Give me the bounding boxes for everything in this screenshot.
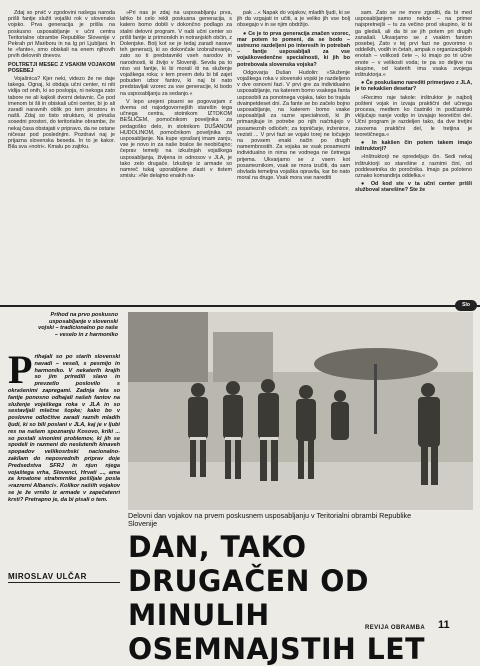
paragraph: V lepo urejeni pisarni se pogovarjam z dvema od najodgovornejših starešin tega učnega centra, stotnikom IZTOKOM BEŠLIČEM, pomočnikom poveljnika za pedagoško delo, in stotnikom DUŠANOM HUDOLINOM, pomočnikom poveljnika za usposabljanje. Na kupe vprašanj imam zanju, vse je novo in za naše bralce še neobičajno; čeprav temelji na izkušnjah vojaškega usposabljanja, živijena in odnosov v JLA, je tako zelo drugače. Izkušnje iz armade so namreč tukaj uporabljene zlasti v tistem smislu: »Ne delajmo enakih na- [120, 98, 232, 180]
interview-question: ● Ce je to prva generacija značen vzorec, mar potem to pomeni, da se bodo – ustrezno razdeljeni po interesih in potrebah – fantje usposabljali za vse vojaškovedenčne specialnosti, ki jih bo potrebovala slovenska vojska? [237, 30, 350, 68]
page-number: 11 [438, 619, 450, 631]
photo-caption: Delovni dan vojakov na prvem poskusnem usposabljanju v Teritorialni obrambi Republike Slovenije [128, 511, 412, 529]
paragraph: Vojašnica? Kjer neki, videzo že ne daje takega. Ognaj, ki obdaja učni center, ni niti vidija od onih, ki so poslopja, ni nekoga zato tabore ne ali kajkoli dvorni delavnic. Če pod imenom bi šli in obiskali učni center, bi jo ali zaradi naravnih oblik po tem prostoru in našli. Zdaj so tisto strukturo, ki prinaša sosedni prostori, do teritorialne obrambe, že nekaj časa obstajati v pripravo, da ne ostane ničesar pod poslednjim. Pozdravi naj je prijazna slovenska beseda. In to je kakor. Bila sva »notri«. Kmalu po zajtrku. [8, 76, 115, 151]
section-heading: POLTRETJI MESEC Z VSAKIM VOJAKOM POSEBEJ [8, 61, 115, 74]
paragraph: »Pri nas je zdaj na usposabljanju prva, lahko bi celo rekli poskusna generacija, s katero bomo dobili v dokončno podlago za stalni delovni program. V naši učni center so prišli fantje iz primorskih in notranjskih občin, z Dolenjske. Bolj kot se je tedaj zaradi narave teh generacij, ki so dokončale izobraževanje, zato so ti predstavniki vseh narodov in narodnosti, ki živijo v Sloveniji. Sevda pa to niso vsi fantje, ki bi morali iti na služenje vojaškega roka; v tem prvem delu bi bil zajet pobuden izbor fantov, ki naj bi nato predstavljali vzorec za vse generacije, ki bodo na usposabljanju za sedanjo.« [120, 10, 232, 97]
paragraph: Zdaj so prvič v zgodovini našega naroda prišli fantje služit vojaški rok v slovensko vojsko. Prva generacija je prišla na poskusno usposabljanje v učni centra Teritorialne obrambe Republike Slovenije v Pekrah pri Mariboru in na Ig pri Ljubljani. In te »fante«, smo obiskali na enem njihovih prvih delovnih dnevov. [8, 10, 115, 60]
photo-illustration [128, 312, 473, 510]
section-divider [0, 305, 480, 307]
author-rule [8, 582, 120, 583]
article-column-2 [120, 10, 232, 302]
photo-caption-top: Prihod na prvo poskusno usposabljanje v slovenski vojski – tradicionalno po naše – veselo in z harmoniko [38, 312, 118, 338]
section-marker: Slo [455, 300, 477, 311]
paragraph: »Inštruktorji ne opredeljujo čin. Sedi nekaj inštruktorji so starešine z raznimi čini, od poddesetnika do poročnika. Imajo pa poloteno oznako komandirja oddelka.« [355, 154, 472, 180]
paragraph: Odgovarja Dušan Hudolin: »Služenje vojaškega roka v slovenski vojski je razdeljeno v dve osnovni fazi. V prvi gre za individualno usposabljanje, na katerem bomo vsakega fanta usposobili za ponotnega vojaka, tako bo trajala dvainpetdeset dni. Za fante se bo začelo bojno usposabljanje, na katerem bomo vsake usposabljali za razne specialnosti, ki jih primanjkuje in potrebe po njih načrtujejo v posameznih odločeh; za topničarje, inženirce, vezisti ... V prvi fazi se vojaki torej ne ločujejo na povsem enaki način po drugih namembnostih. Za vojaka se vsak posamezni individualno in nima ne vodnega ne četnega prijema. Ukvarjamo se z vsem kot posameznikom, vsak se mora izučiti, da sam obvlada temeljna vojaška opravila, kar bo nato moral na druge. Vsak mora vse narediti [237, 69, 350, 182]
paragraph: »Recimo raje takole: inštruktor je najbolj pošteni vojak in izvaja praktični del učnega procesa, medtem ko častniki in podčastniki vključajo nanje vodijo in izvajajo teoretični del. Učni program je razdeljen tako, da dve tretjini zavzema praktični del, le tretjina je teoretičnega.« [355, 94, 472, 138]
lead-paragraph [8, 354, 120, 569]
magazine-name: REVIJA OBRAMBA [365, 625, 426, 631]
article-column-3 [237, 10, 350, 302]
article-headline: DAN, TAKO DRUGAČEN OD MINULIH OSEMNAJSTIH LET [128, 530, 426, 666]
soldiers-photo [128, 312, 473, 510]
interview-question: ● Če poskušamo narediti primerjavo z JLA, je to nekakšen desetar? [355, 80, 472, 93]
interview-question: ● Od kod ste v ta učni center prišli služboval starešine? Ste že [355, 181, 472, 194]
interview-question: ● In kakšen čin potem takem imajo inštruktorji? [355, 140, 472, 153]
paragraph: sam. Zato se ne more zgoditi, da bi med usposabljanjem samo nekdo – na primer najspretnejši – tu za večino prod skupino, ki bi ga gledali, ali da bi se jih potem pri drugih zanašali. Ukvarjamo se z vsakim fantom posebej. Zato v tej prvi fazi ne govorimo o oddelkih, vodih in četah, ampak o organizacijskih enotah – volikosti čete –, ki imajo po tri učne enote – v velikosti voda; te pa so deljive na skupine, od katerih ima vsaka svojega inštruktorja.« [355, 10, 472, 79]
lead-text: rihajali so po starih slovenski navadi – veseli, s pesmijo in harmoniko. V nekaterih krajih so jim priredili slavo in prevzetlo poslovilo s okrašenimi zapregami. Zadnja leta so fantje ponosno odhajali našeh fantov na služenje vojaškega roka v JLA in so sestavljali mlečne šopke; kako bo v poslovne odločitve zaradi raznih mladih ljudi, ki so bili poslani v JLA, kaj je v ljubi res na našem spoznanju Kosovo, kriki ... so postali sinonimi problemov, ki jih se spodeli in razmeni do neslutenih kinaveh spopadov veliikosrbski nacionalno-zakilam do neposrednih priprav doje Predsedstva SFRJ in njun njega vojaštega vrha, Slovenci, Hrvati ..., ama za kroatone strahmrnike pošiljale posla »razrerni Albanci«. Kolikor našiih vojakov se je že vrnilo iz armade v zapečatenrí krstí? Pretrapno je, da bi pisali o tem. [8, 354, 120, 503]
article-column-1 [8, 10, 115, 302]
drop-cap: P [8, 354, 33, 392]
paragraph: pak ...« Napak do vojakov, mladih ljudi, ki se jih da vzgajati in učiti, a je veliko jih vse bolj obsegajo v in se njim obdržijo. [237, 10, 350, 29]
author-name: MIROSLAV ULČAR [8, 572, 87, 581]
article-column-4 [355, 10, 472, 302]
